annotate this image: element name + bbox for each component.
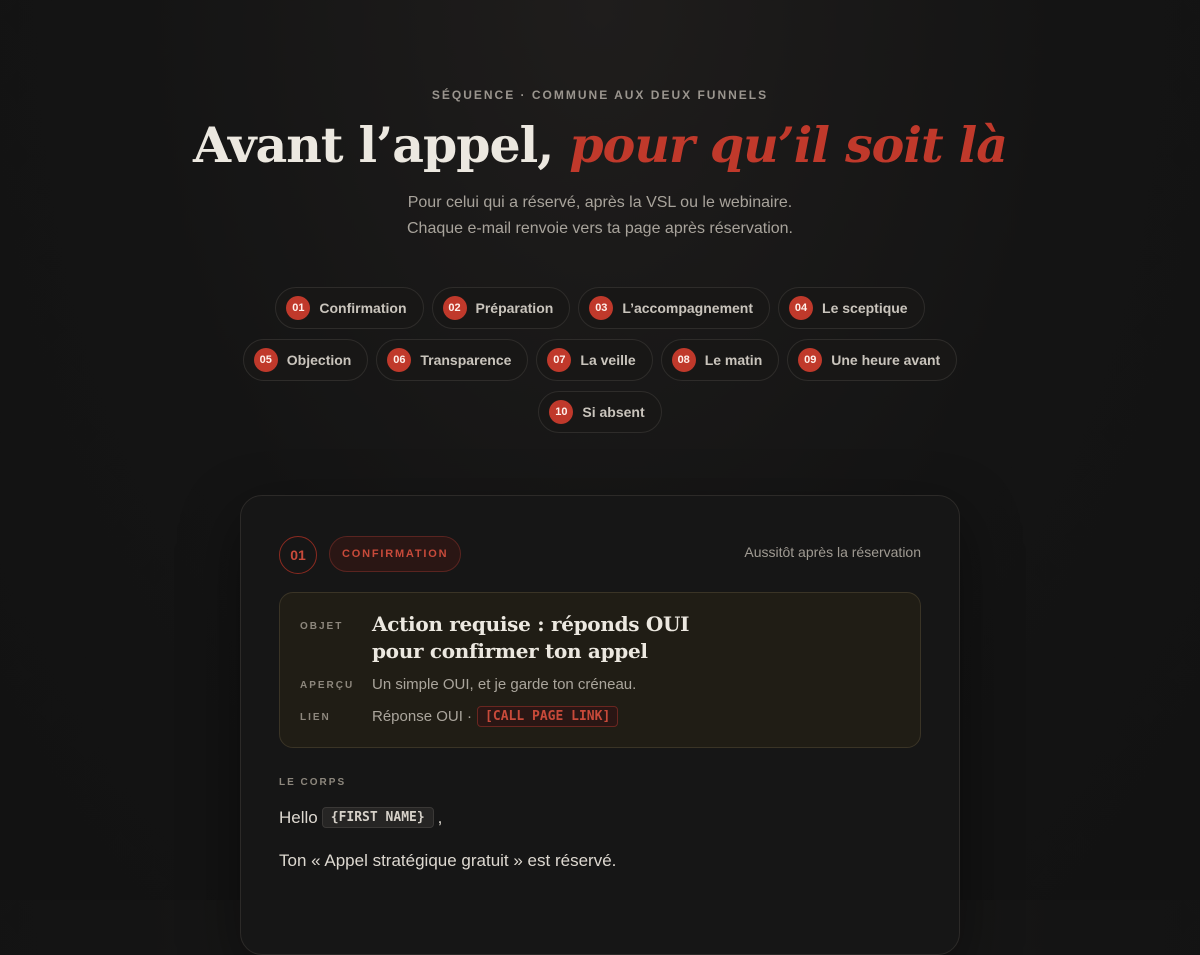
step-label: Objection	[286, 352, 352, 368]
step-chip-03[interactable]	[578, 287, 770, 329]
step-number: 06	[387, 348, 411, 372]
step-number: 08	[672, 348, 696, 372]
link-line	[372, 706, 618, 727]
step-number: 07	[547, 348, 571, 372]
step-label: Transparence	[420, 352, 512, 368]
body-label: LE CORPS	[279, 777, 347, 788]
subtitle-line: Pour celui qui a réservé, après la VSL ou le webinaire.	[407, 194, 793, 211]
body-paragraph: Ton « Appel stratégique gratuit » est réservé.	[279, 851, 617, 870]
step-number: 05	[254, 348, 278, 372]
step-name-badge: CONFIRMATION	[329, 536, 461, 572]
step-label: Si absent	[582, 404, 645, 420]
first-name-placeholder: {FIRST NAME}	[322, 807, 434, 828]
step-number: 10	[549, 400, 573, 424]
step-number: 03	[589, 296, 613, 320]
step-chip-05[interactable]	[243, 339, 369, 381]
link-label: LIEN	[300, 712, 331, 723]
step-nav-row-3	[0, 391, 1200, 433]
email-card	[240, 495, 960, 955]
subtitle-line: Chaque e-mail renvoie vers ta page après réservation.	[407, 220, 793, 237]
step-chip-02[interactable]	[432, 287, 571, 329]
step-label: Préparation	[475, 300, 554, 316]
subtitle	[0, 190, 1200, 242]
step-number: 02	[443, 296, 467, 320]
step-number-circle: 01	[279, 536, 317, 574]
step-chip-07[interactable]	[536, 339, 652, 381]
page-title-main: Avant l’appel,	[192, 116, 570, 174]
step-nav-row-1	[0, 287, 1200, 329]
step-label: Le matin	[704, 352, 763, 368]
object-label: OBJET	[300, 621, 344, 632]
step-chip-09[interactable]	[787, 339, 957, 381]
step-label: Le sceptique	[822, 300, 908, 316]
body-greeting	[279, 807, 442, 828]
step-timing: Aussitôt après la réservation	[744, 544, 921, 560]
step-chip-10[interactable]	[538, 391, 661, 433]
call-page-link-placeholder: [CALL PAGE LINK]	[477, 706, 618, 727]
eyebrow: SÉQUENCE · COMMUNE AUX DEUX FUNNELS	[431, 88, 769, 102]
step-label: La veille	[580, 352, 636, 368]
preview-text: Un simple OUI, et je garde ton créneau.	[372, 676, 637, 693]
subject-text: Action requise : réponds OUI pour confirmer ton appel	[372, 612, 690, 663]
greeting-comma: ,	[437, 807, 443, 827]
step-nav-row-2	[0, 339, 1200, 381]
email-meta-box	[279, 592, 921, 748]
step-number: 09	[798, 348, 822, 372]
page-title-accent: pour qu’il soit là	[569, 116, 1008, 174]
link-text: Réponse OUI ·	[372, 708, 473, 725]
page-title	[0, 112, 1200, 178]
step-label: Confirmation	[319, 300, 407, 316]
step-number: 01	[286, 296, 310, 320]
step-number: 04	[789, 296, 813, 320]
step-chip-06[interactable]	[376, 339, 528, 381]
greeting-text: Hello	[279, 807, 318, 827]
step-chip-04[interactable]	[778, 287, 925, 329]
step-label: L’accompagnement	[622, 300, 754, 316]
step-label: Une heure avant	[831, 352, 941, 368]
step-chip-01[interactable]	[275, 287, 423, 329]
step-chip-08[interactable]	[661, 339, 780, 381]
preview-label: APERÇU	[300, 680, 355, 691]
